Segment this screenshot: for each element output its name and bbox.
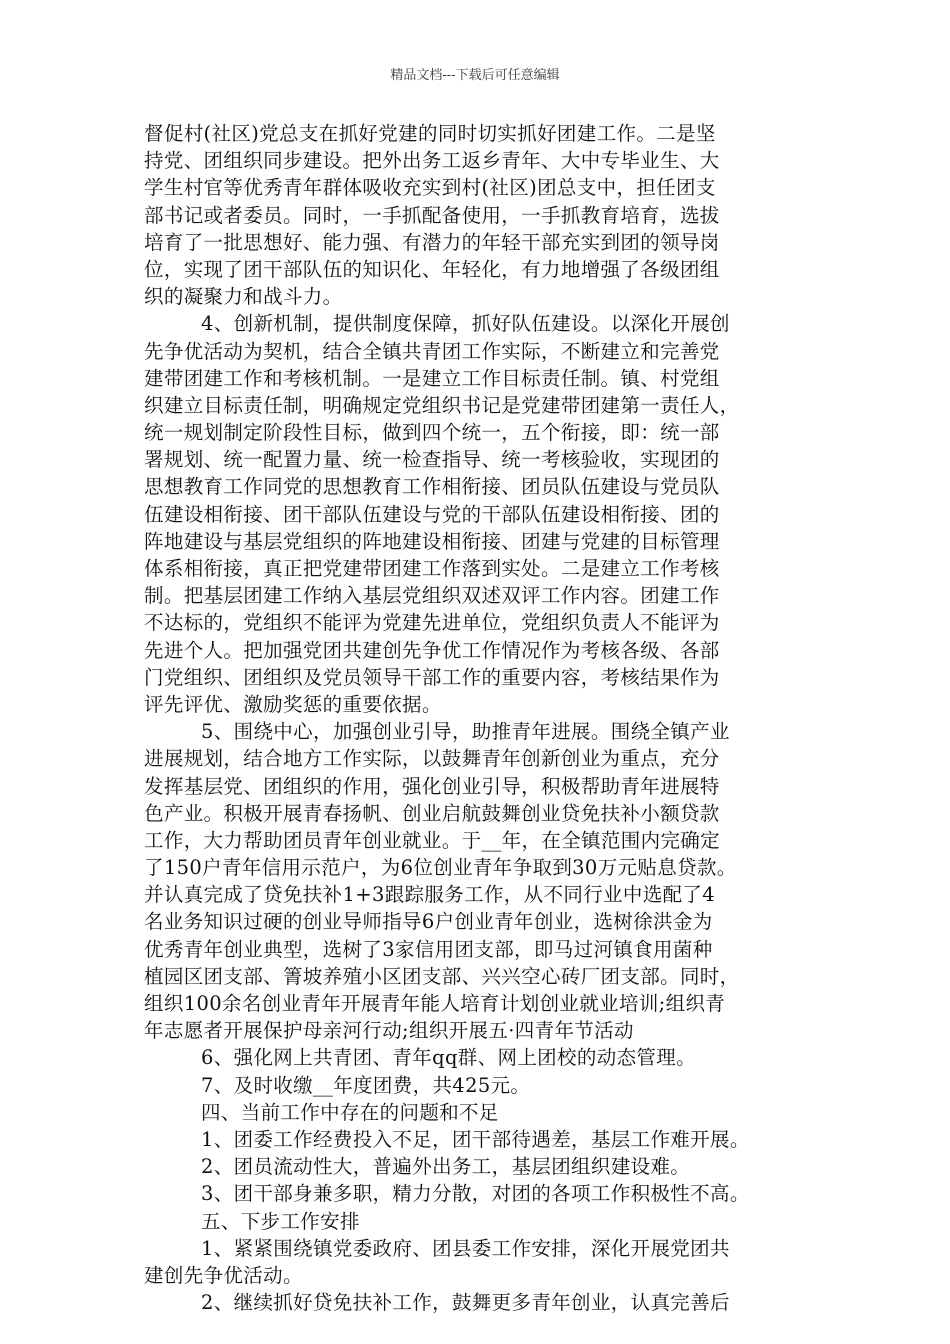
text-line: 培育了一批思想好、能力强、有潜力的年轻干部充实到团的领导岗 <box>144 230 720 254</box>
text-line: 发挥基层党、团组织的作用，强化创业引导，积极帮助青年进展特 <box>144 774 720 798</box>
text-line: 1、紧紧围绕镇党委政府、团县委工作安排，深化开展党团共 <box>201 1236 730 1260</box>
text-line: 织建立目标责任制，明确规定党组织书记是党建带团建第一责任人， <box>144 393 740 417</box>
text-line: 体系相衔接，真正把党建带团建工作落到实处。二是建立工作考核 <box>144 557 720 580</box>
text-line: 评先评优、激励奖惩的重要依据。 <box>144 692 442 716</box>
page-header: 精品文档---下载后可任意编辑 <box>390 68 560 83</box>
text-line: 4、创新机制，提供制度保障，抓好队伍建设。以深化开展创 <box>201 312 730 336</box>
text-line: 门党组织、团组织及党员领导干部工作的重要内容，考核结果作为 <box>144 665 720 689</box>
text-line: 植园区团支部、箐坡养殖小区团支部、兴兴空心砖厂团支部。同时， <box>144 964 740 988</box>
text-line: 7、及时收缴__年度团费，共425元。 <box>201 1073 531 1097</box>
text-line: 阵地建设与基层党组织的阵地建设相衔接、团建与党建的目标管理 <box>144 529 720 553</box>
text-line: 名业务知识过硬的创业导师指导6户创业青年创业，选树徐洪金为 <box>144 910 713 934</box>
text-line: 持党、团组织同步建设。把外出务工返乡青年、大中专毕业生、大 <box>144 149 720 173</box>
text-line: 优秀青年创业典型，选树了3家信用团支部，即马过河镇食用菌种 <box>144 937 713 961</box>
text-line: 5、围绕中心，加强创业引导，助推青年进展。围绕全镇产业 <box>201 720 730 744</box>
text-line: 色产业。积极开展青春扬帆、创业启航鼓舞创业贷免扶补小额贷款 <box>144 801 720 825</box>
text-line: 组织100余名创业青年开展青年能人培育计划创业就业培训;组织青 <box>144 992 726 1015</box>
text-line: 2、继续抓好贷免扶补工作，鼓舞更多青年创业，认真完善后 <box>201 1291 730 1315</box>
text-line: 五、下步工作安排 <box>201 1209 360 1233</box>
text-line: 署规划、统一配置力量、统一检查指导、统一考核验收，实现团的 <box>144 448 720 472</box>
text-line: 6、强化网上共青团、青年qq群、网上团校的动态管理。 <box>201 1046 696 1070</box>
text-line: 统一规划制定阶段性目标，做到四个统一，五个衔接，即：统一部 <box>144 421 720 445</box>
text-line: 思想教育工作同党的思想教育工作相衔接、团员队伍建设与党员队 <box>144 475 720 499</box>
text-line: 2、团员流动性大，普遍外出务工，基层团组织建设难。 <box>201 1155 691 1179</box>
text-line: 伍建设相衔接、团干部队伍建设与党的干部队伍建设相衔接、团的 <box>144 502 720 526</box>
text-line: 四、当前工作中存在的问题和不足 <box>201 1100 499 1124</box>
text-line: 不达标的，党组织不能评为党建先进单位，党组织负责人不能评为 <box>144 611 720 635</box>
text-line: 部书记或者委员。同时，一手抓配备使用，一手抓教育培育，选拔 <box>144 203 720 227</box>
text-line: 督促村(社区)党总支在抓好党建的同时切实抓好团建工作。二是坚 <box>144 122 716 145</box>
text-line: 建创先争优活动。 <box>144 1263 303 1287</box>
text-line: 制。把基层团建工作纳入基层党组织双述双评工作内容。团建工作 <box>144 584 720 608</box>
text-line: 位，实现了团干部队伍的知识化、年轻化，有力地增强了各级团组 <box>144 257 720 281</box>
text-line: 3、团干部身兼多职，精力分散，对团的各项工作积极性不高。 <box>201 1182 750 1206</box>
text-line: 织的凝聚力和战斗力。 <box>144 285 343 309</box>
text-line: 了150户青年信用示范户，为6位创业青年争取到30万元贴息贷款。 <box>144 856 737 880</box>
text-line: 工作，大力帮助团员青年创业就业。于__年，在全镇范围内完确定 <box>144 828 721 852</box>
text-line: 先争优活动为契机，结合全镇共青团工作实际，不断建立和完善党 <box>144 339 720 363</box>
document-body <box>144 120 824 1316</box>
text-line: 先进个人。把加强党团共建创先争优工作情况作为考核各级、各部 <box>144 638 720 662</box>
text-line: 进展规划，结合地方工作实际，以鼓舞青年创新创业为重点，充分 <box>144 747 720 771</box>
text-line: 学生村官等优秀青年群体吸收充实到村(社区)团总支中，担任团支 <box>144 176 716 200</box>
text-line: 1、团委工作经费投入不足，团干部待遇差，基层工作难开展。 <box>201 1127 750 1151</box>
text-line: 年志愿者开展保护母亲河行动;组织开展五·四青年节活动 <box>144 1019 634 1043</box>
text-line: 建带团建工作和考核机制。一是建立工作目标责任制。镇、村党组 <box>144 366 720 390</box>
text-line: 并认真完成了贷免扶补1+3跟踪服务工作，从不同行业中选配了4 <box>144 883 716 907</box>
